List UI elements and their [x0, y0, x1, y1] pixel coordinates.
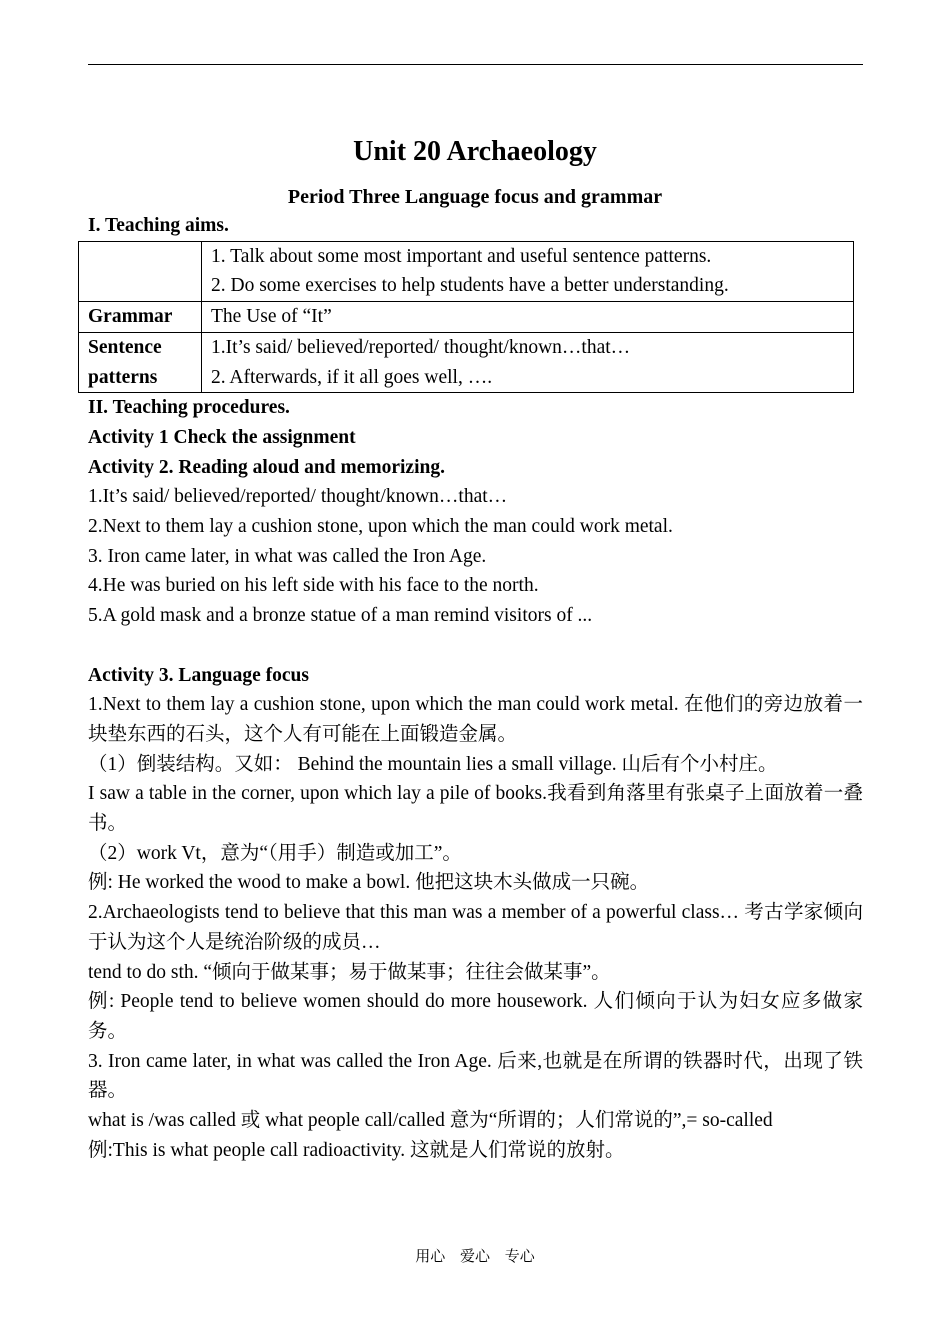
focus-item: 例:This is what people call radioactivity. 这就是人们常说的放射。: [88, 1139, 625, 1161]
table-cell: [202, 241, 854, 301]
aim-line: 1. Talk about some most important and useful sentence patterns.: [211, 245, 712, 267]
pattern-line: 2. Afterwards, if it all goes well, ….: [211, 366, 493, 388]
activity-3-heading: Activity 3. Language focus: [88, 664, 309, 686]
table-row: [79, 332, 854, 392]
table-row: [79, 302, 854, 333]
activity-2-heading: Activity 2. Reading aloud and memorizing.: [88, 456, 445, 478]
procedures-heading: II. Teaching procedures.: [88, 397, 290, 419]
sentence-item: 1.It’s said/ believed/reported/ thought/known…that…: [88, 486, 508, 508]
focus-item: 例: He worked the wood to make a bowl. 他把这块木头做成一只碗。: [88, 872, 650, 894]
sentence-item: 3. Iron came later, in what was called the Iron Age.: [88, 545, 487, 567]
page-title: Unit 20 Archaeology: [353, 136, 597, 167]
sentence-item: 4.He was buried on his left side with his face to the north.: [88, 575, 539, 597]
table-cell: The Use of “It”: [202, 302, 854, 333]
table-row-label: [79, 241, 202, 301]
focus-item: （2）work Vt，意为“（用手）制造或加工”。: [88, 842, 462, 864]
focus-item: 1.Next to them lay a cushion stone, upon which the man could work metal. 在他们的旁边放着一块垫东西的石头，这个人有可能在上面锻造金属。: [88, 694, 863, 745]
blank-line: [88, 631, 863, 661]
table-row-label: [79, 332, 202, 392]
aims-heading: I. Teaching aims.: [88, 215, 229, 236]
page-subtitle: Period Three Language focus and grammar: [287, 186, 663, 208]
table-row: [79, 241, 854, 301]
aim-line: 2. Do some exercises to help students have a better understanding.: [211, 275, 729, 297]
table-cell: [202, 332, 854, 392]
focus-item: tend to do sth. “倾向于做某事；易于做某事；往往会做某事”。: [88, 961, 611, 983]
table-row-label: Grammar: [79, 302, 202, 333]
focus-item: 例: People tend to believe women should do more housework. 人们倾向于认为妇女应多做家务。: [88, 991, 863, 1042]
aims-table: [78, 241, 854, 394]
focus-item: I saw a table in the corner, upon which lay a pile of books.我看到角落里有张桌子上面放着一叠书。: [88, 783, 863, 835]
sentence-item: 5.A gold mask and a bronze statue of a man remind visitors of ...: [88, 605, 593, 627]
pattern-line: 1.It’s said/ believed/reported/ thought/known…that…: [211, 336, 631, 358]
focus-item: what is /was called 或 what people call/called 意为“所谓的；人们常说的”,= so-called: [88, 1110, 773, 1132]
header-rule: [88, 64, 863, 65]
sentence-item: 2.Next to them lay a cushion stone, upon which the man could work metal.: [88, 516, 673, 538]
activity-1-heading: Activity 1 Check the assignment: [88, 426, 356, 448]
label-line: patterns: [88, 366, 158, 388]
focus-item: 2.Archaeologists tend to believe that this man was a member of a powerful class… 考古学家倾向于认为这个人是统治阶级的成员…: [88, 902, 863, 953]
focus-item: （1）倒装结构。又如： Behind the mountain lies a small village. 山后有个小村庄。: [88, 753, 778, 775]
label-line: Sentence: [88, 336, 162, 358]
document-body: [88, 211, 863, 1165]
focus-item: 3. Iron came later, in what was called the Iron Age. 后来,也就是在所谓的铁器时代，出现了铁器。: [88, 1050, 863, 1102]
page-footer: 用心 爱心 专心: [415, 1247, 535, 1265]
